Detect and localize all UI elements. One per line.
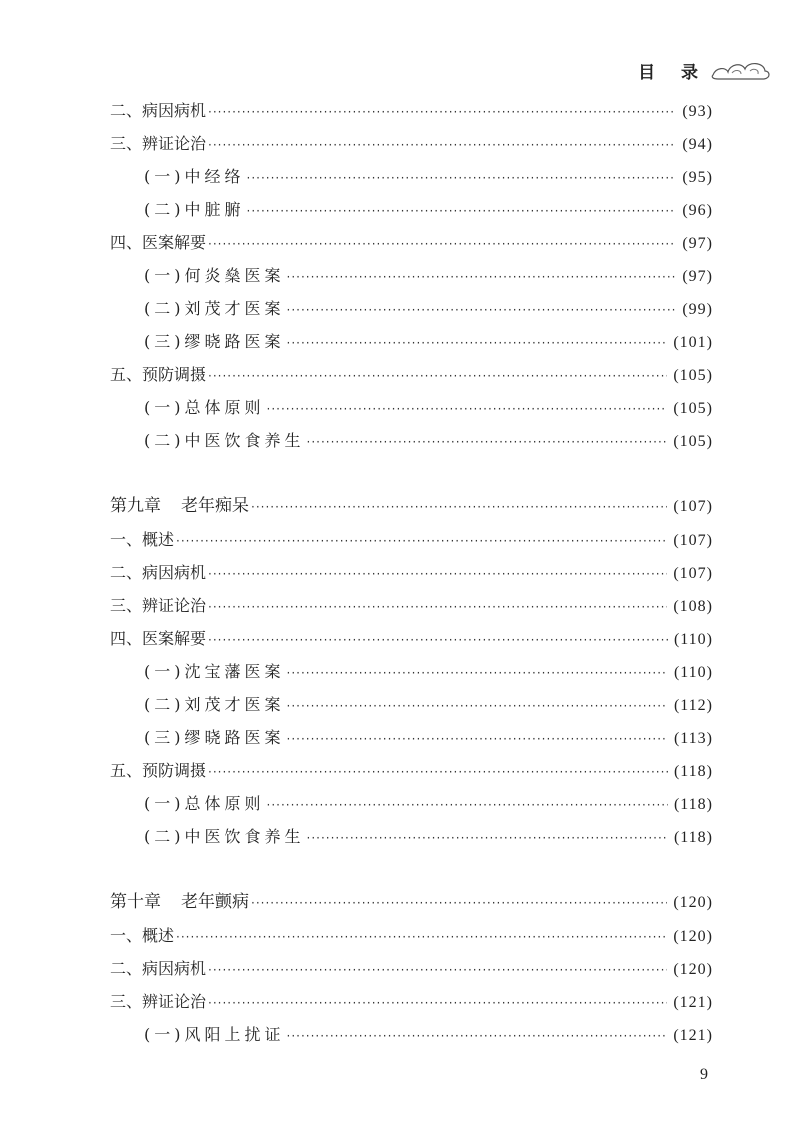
dot-leader (208, 96, 676, 129)
toc-entry[interactable] (110, 226, 713, 259)
entry-title: 一、概述 (110, 530, 175, 549)
section-gap (110, 457, 713, 490)
dot-leader (251, 887, 667, 920)
running-header (638, 52, 772, 88)
cloud-ornament-icon (710, 55, 772, 85)
toc-entry[interactable] (110, 919, 713, 952)
entry-title: 二、病因病机 (110, 959, 207, 978)
toc-entry[interactable] (110, 358, 713, 391)
entry-title: 三、辨证论治 (110, 596, 207, 615)
entry-page: (121) (673, 1027, 713, 1044)
page-number: 9 (700, 1066, 708, 1083)
entry-page: (110) (673, 664, 713, 681)
dot-leader (287, 261, 677, 294)
toc-entry[interactable] (110, 127, 713, 160)
toc-subentry[interactable] (110, 1018, 713, 1051)
chapter-title: 老年痴呆 (181, 496, 249, 516)
entry-page: (105) (673, 433, 713, 450)
entry-page: (96) (682, 202, 713, 219)
entry-title: (一)沈宝藩医案 (144, 662, 285, 681)
entry-page: (105) (673, 367, 713, 384)
toc-entry[interactable] (110, 952, 713, 985)
dot-leader (287, 327, 668, 360)
dot-leader (208, 228, 676, 261)
dot-leader (247, 162, 677, 195)
entry-title: 二、病因病机 (110, 101, 207, 120)
entry-page: (120) (673, 894, 713, 911)
dot-leader (208, 987, 667, 1020)
toc-subentry[interactable] (110, 325, 713, 358)
entry-title: (二)刘茂才医案 (144, 299, 285, 318)
toc-chapter-9[interactable] (110, 490, 713, 523)
dot-leader (287, 1020, 668, 1053)
dot-leader (267, 393, 668, 426)
entry-page: (95) (682, 169, 713, 186)
toc-entry[interactable] (110, 523, 713, 556)
entry-title: 三、辨证论治 (110, 134, 207, 153)
entry-title: 一、概述 (110, 926, 175, 945)
entry-title: (一)风阳上扰证 (144, 1025, 285, 1044)
toc-subentry[interactable] (110, 391, 713, 424)
entry-page: (94) (682, 136, 713, 153)
entry-title: 二、病因病机 (110, 563, 207, 582)
entry-title: (三)缪晓路医案 (144, 728, 285, 747)
toc-entry[interactable] (110, 985, 713, 1018)
dot-leader (176, 921, 667, 954)
entry-page: (112) (673, 697, 713, 714)
dot-leader (287, 294, 677, 327)
entry-title: 三、辨证论治 (110, 992, 207, 1011)
entry-title: (二)刘茂才医案 (144, 695, 285, 714)
entry-title: (三)缪晓路医案 (144, 332, 285, 351)
entry-title: (二)中医饮食养生 (144, 827, 305, 846)
chapter-number: 第十章 (110, 892, 161, 912)
entry-title: 五、预防调摄 (110, 761, 207, 780)
dot-leader (208, 954, 667, 987)
toc-entry[interactable] (110, 754, 713, 787)
toc-entry[interactable] (110, 589, 713, 622)
dot-leader (208, 624, 668, 657)
dot-leader (208, 558, 667, 591)
entry-page: (120) (673, 928, 713, 945)
entry-title: 四、医案解要 (110, 233, 207, 252)
header-title: 目 录 (638, 62, 708, 83)
toc-subentry[interactable] (110, 259, 713, 292)
dot-leader (287, 657, 668, 690)
dot-leader (307, 426, 668, 459)
entry-title: (一)总体原则 (144, 398, 265, 417)
entry-page: (118) (673, 763, 713, 780)
entry-title: (二)中医饮食养生 (144, 431, 305, 450)
entry-page: (121) (673, 994, 713, 1011)
toc-subentry[interactable] (110, 688, 713, 721)
dot-leader (208, 129, 676, 162)
entry-title: 五、预防调摄 (110, 365, 207, 384)
entry-title: (一)总体原则 (144, 794, 265, 813)
dot-leader (208, 591, 667, 624)
dot-leader (307, 822, 668, 855)
toc-subentry[interactable] (110, 787, 713, 820)
entry-page: (110) (673, 631, 713, 648)
entry-title: (一)中经络 (144, 167, 245, 186)
table-of-contents (110, 94, 713, 1051)
entry-title: (一)何炎燊医案 (144, 266, 285, 285)
entry-page: (113) (673, 730, 713, 747)
toc-subentry[interactable] (110, 820, 713, 853)
chapter-number: 第九章 (110, 496, 161, 516)
dot-leader (287, 723, 668, 756)
section-gap (110, 853, 713, 886)
entry-title: (二)中脏腑 (144, 200, 245, 219)
toc-subentry[interactable] (110, 655, 713, 688)
dot-leader (208, 360, 667, 393)
entry-page: (105) (673, 400, 713, 417)
toc-subentry[interactable] (110, 292, 713, 325)
toc-entry[interactable] (110, 556, 713, 589)
dot-leader (247, 195, 677, 228)
toc-chapter-10[interactable] (110, 886, 713, 919)
entry-page: (107) (673, 532, 713, 549)
entry-page: (120) (673, 961, 713, 978)
entry-page: (99) (682, 301, 713, 318)
toc-subentry[interactable] (110, 424, 713, 457)
chapter-title: 老年颤病 (181, 892, 249, 912)
dot-leader (251, 491, 667, 524)
entry-title: 四、医案解要 (110, 629, 207, 648)
dot-leader (208, 756, 668, 789)
dot-leader (267, 789, 668, 822)
dot-leader (287, 690, 668, 723)
toc-subentry[interactable] (110, 193, 713, 226)
dot-leader (176, 525, 667, 558)
toc-entry[interactable] (110, 622, 713, 655)
entry-page: (107) (673, 498, 713, 515)
entry-page: (97) (682, 268, 713, 285)
entry-page: (118) (673, 829, 713, 846)
entry-page: (118) (673, 796, 713, 813)
toc-subentry[interactable] (110, 721, 713, 754)
entry-page: (97) (682, 235, 713, 252)
toc-entry[interactable] (110, 94, 713, 127)
entry-page: (101) (673, 334, 713, 351)
entry-page: (93) (682, 103, 713, 120)
toc-subentry[interactable] (110, 160, 713, 193)
entry-page: (108) (673, 598, 713, 615)
entry-page: (107) (673, 565, 713, 582)
